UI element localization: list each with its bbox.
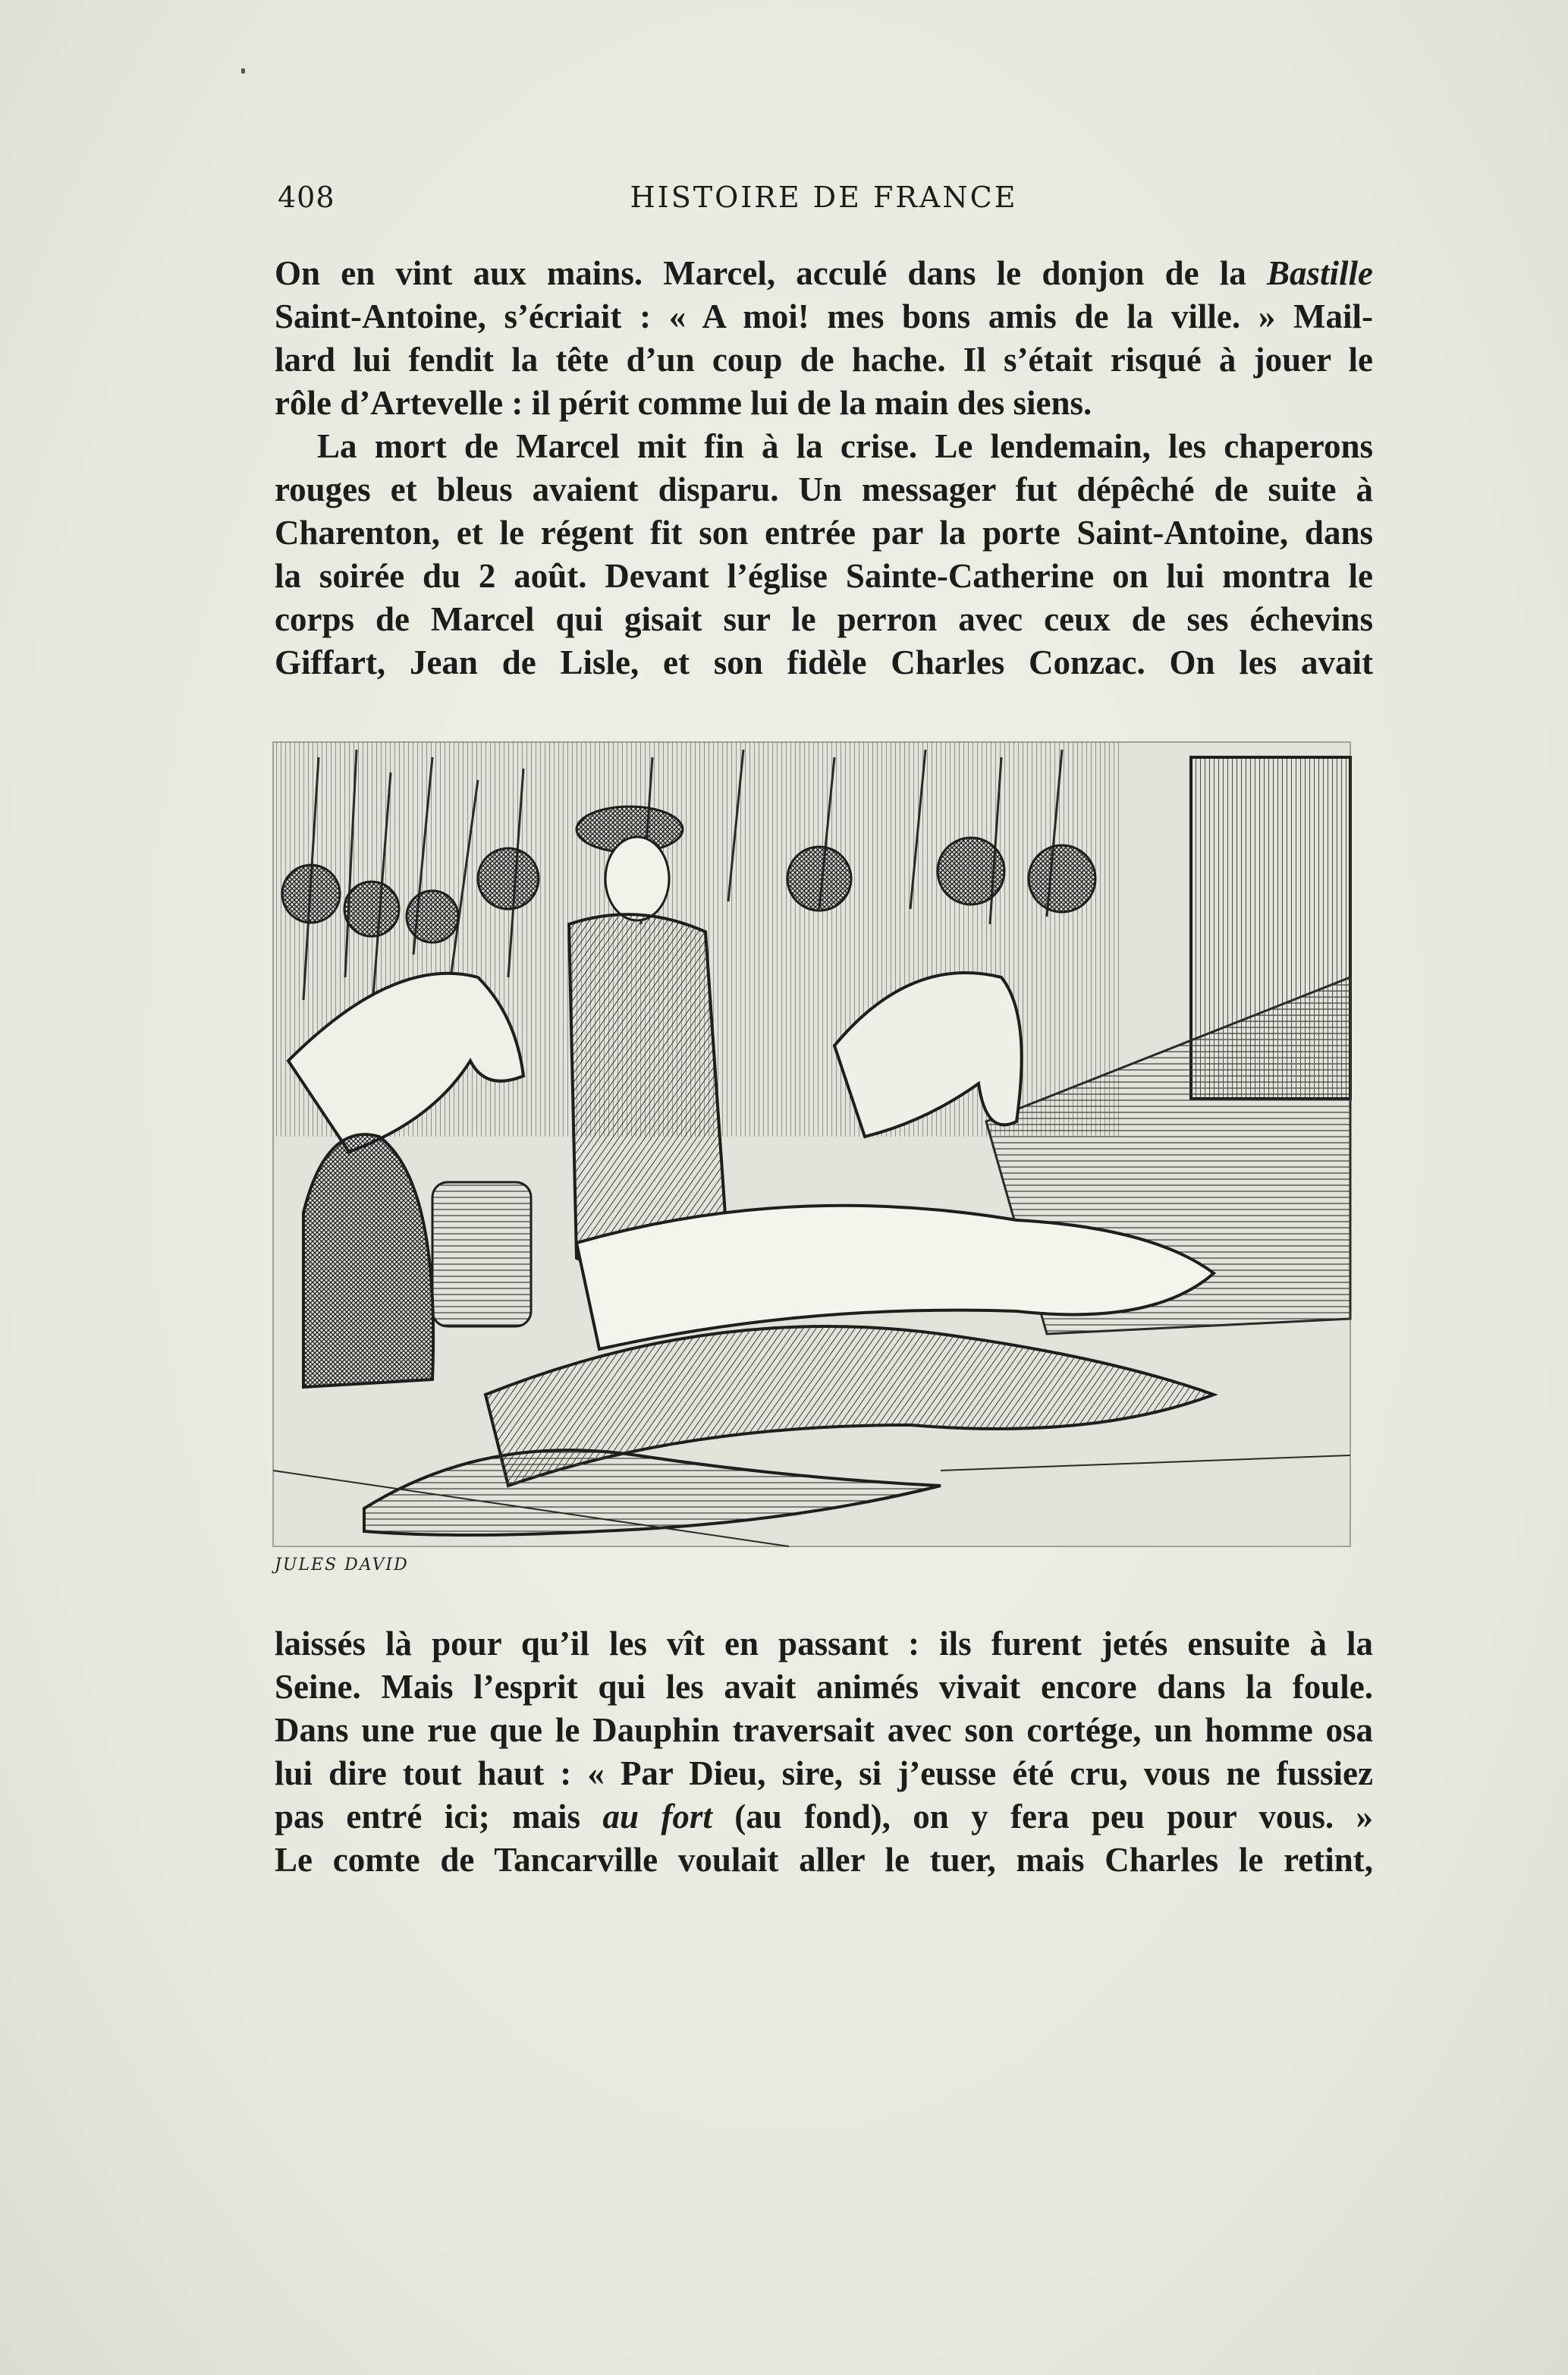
text-line: La mort de Marcel mit fin à la crise. Le lendemain, les chaperons bbox=[317, 427, 1373, 465]
text-fragment: (au fond), on y fera peu pour vous. » bbox=[734, 1798, 1373, 1836]
text-line: laissés là pour qu’il les vît en passant : ils furent jetés ensuite à la bbox=[275, 1625, 1373, 1662]
text-line: corps de Marcel qui gisait sur le perron avec ceux de ses échevins bbox=[275, 600, 1373, 638]
italic-term: Bastille bbox=[1266, 254, 1373, 292]
engraving-illustration bbox=[258, 727, 1365, 1577]
text-line: Giffart, Jean de Lisle, et son fidèle Charles Conzac. On les avait bbox=[275, 643, 1373, 681]
text-line: lui dire tout haut : « Par Dieu, sire, si j’eusse été cru, vous ne fussiez bbox=[275, 1754, 1373, 1792]
barrel bbox=[432, 1182, 531, 1326]
text-block-bottom bbox=[275, 1622, 1373, 1882]
text-line: Saint-Antoine, s’écriait : « A moi! mes bons amis de la ville. » Mail- bbox=[275, 297, 1373, 335]
text-line: rouges et bleus avaient disparu. Un messager fut dépêché de suite à bbox=[275, 470, 1373, 508]
text-line bbox=[275, 1795, 1373, 1839]
italic-term: au fort bbox=[602, 1798, 712, 1836]
engraver-signature: JULES DAVID bbox=[275, 1556, 409, 1574]
text-block-top bbox=[275, 252, 1373, 684]
page-number: 408 bbox=[278, 181, 335, 214]
text-line bbox=[275, 252, 1373, 295]
text-line: rôle d’Artevelle : il périt comme lui de la main des siens. bbox=[275, 384, 1092, 422]
running-title: HISTOIRE DE FRANCE bbox=[630, 181, 1018, 214]
text-line: lard lui fendit la tête d’un coup de hache. Il s’était risqué à jouer le bbox=[275, 341, 1373, 379]
text-line: Le comte de Tancarville voulait aller le tuer, mais Charles le retint, bbox=[275, 1841, 1373, 1879]
text-fragment: On en vint aux mains. Marcel, acculé dans le donjon de la bbox=[275, 254, 1246, 292]
page-speck bbox=[241, 68, 245, 74]
page-header bbox=[278, 181, 1370, 226]
text-line: la soirée du 2 août. Devant l’église Sainte-Catherine on lui montra le bbox=[275, 557, 1373, 595]
text-line: Seine. Mais l’esprit qui les avait animés vivait encore dans la foule. bbox=[275, 1668, 1373, 1706]
text-line: Charenton, et le régent fit son entrée par la porte Saint-Antoine, dans bbox=[275, 514, 1373, 552]
text-fragment: pas entré ici; mais bbox=[275, 1798, 581, 1836]
text-line: Dans une rue que le Dauphin traversait avec son cortége, un homme osa bbox=[275, 1711, 1373, 1749]
